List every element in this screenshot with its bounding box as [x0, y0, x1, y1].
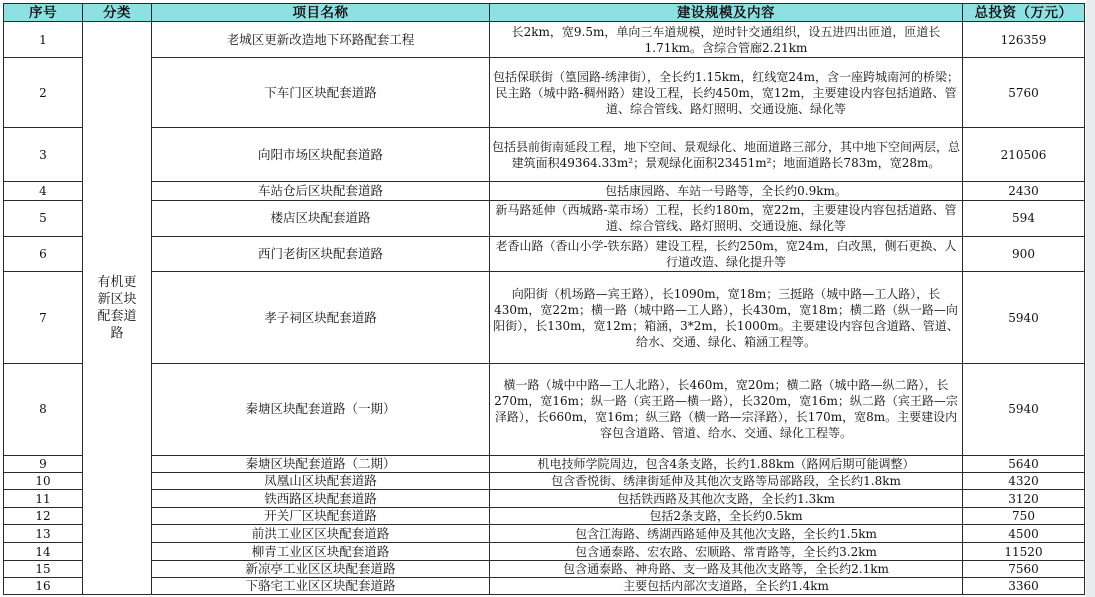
project-name: 西门老街区块配套道路 — [152, 236, 490, 271]
row-number: 16 — [4, 577, 83, 594]
row-number: 10 — [4, 472, 83, 489]
table-row — [4, 543, 1085, 560]
project-investment: 126359 — [963, 22, 1085, 58]
project-content: 长2km，宽9.5m，单向三车道规模，逆时针交通组织，设五进四出匝道，匝道长1.71km。含综合管廊2.21km — [490, 22, 963, 58]
category-cell: 有机更新区块配套道路 — [83, 22, 152, 595]
table-row — [4, 577, 1085, 594]
project-content: 包含江海路、绣湖西路延伸及其他次支路，全长约1.5km — [490, 525, 963, 543]
table-row — [4, 236, 1085, 271]
project-content: 新马路延伸（西城路-菜市场）工程，长约180m，宽22m，主要建设内容包括道路、管道、综合管线、路灯照明、交通设施、绿化等 — [490, 200, 963, 236]
row-number: 5 — [4, 200, 83, 236]
project-investment: 594 — [963, 200, 1085, 236]
project-name: 秦塘区块配套道路（二期） — [152, 455, 490, 472]
header-investment: 总投资（万元） — [963, 4, 1085, 22]
project-investment: 5640 — [963, 455, 1085, 472]
project-name: 凤凰山区块配套道路 — [152, 472, 490, 489]
project-content: 包含通泰路、宏农路、宏顺路、常青路等，全长约3.2km — [490, 543, 963, 560]
project-investment: 900 — [963, 236, 1085, 271]
page-edge — [1086, 0, 1095, 597]
project-name: 柳青工业区区块配套道路 — [152, 543, 490, 560]
project-name: 老城区更新改造地下环路配套工程 — [152, 22, 490, 58]
project-content: 包括康园路、车站一号路等，全长约0.9km。 — [490, 182, 963, 200]
table-row — [4, 182, 1085, 200]
project-investment: 210506 — [963, 127, 1085, 181]
project-name: 前洪工业区区块配套道路 — [152, 525, 490, 543]
table-row — [4, 455, 1085, 472]
project-investment: 5940 — [963, 363, 1085, 455]
row-number: 4 — [4, 182, 83, 200]
header-no: 序号 — [4, 4, 83, 22]
project-content: 包含通泰路、神舟路、支一路及其他次支路等，全长约2.1km — [490, 560, 963, 577]
header-scope: 建设规模及内容 — [490, 4, 963, 22]
table-row — [4, 200, 1085, 236]
project-name: 车站仓后区块配套道路 — [152, 182, 490, 200]
project-content: 机电技师学院周边，包含4条支路，长约1.88km（路网后期可能调整） — [490, 455, 963, 472]
project-name: 铁西路区块配套道路 — [152, 490, 490, 508]
project-content: 包括保联街（篁园路-绣津街），全长约1.15km，红线宽24m，含一座跨城南河的桥梁；民主路（城中路-稠州路）建设工程，长约450m，宽12m，主要建设内容包括道路、管道、综合管线、路灯照明、交通设施、绿化等 — [490, 58, 963, 128]
row-number: 14 — [4, 543, 83, 560]
table-row — [4, 525, 1085, 543]
table-row — [4, 472, 1085, 489]
project-name: 孝子祠区块配套道路 — [152, 272, 490, 364]
project-name: 新凉亭工业区区块配套道路 — [152, 560, 490, 577]
row-number: 15 — [4, 560, 83, 577]
project-content: 主要包括内部次支道路，全长约1.4km — [490, 577, 963, 594]
project-investment: 750 — [963, 508, 1085, 525]
table-row — [4, 58, 1085, 128]
row-number: 11 — [4, 490, 83, 508]
table-row — [4, 127, 1085, 181]
project-name: 下骆宅工业区区块配套道路 — [152, 577, 490, 594]
row-number: 12 — [4, 508, 83, 525]
header-category: 分类 — [83, 4, 152, 22]
header-project-name: 项目名称 — [152, 4, 490, 22]
project-investment: 5940 — [963, 272, 1085, 364]
project-content: 横一路（城中中路—工人北路），长460m，宽20m；横二路（城中路—纵二路），长270m，宽16m；纵一路（宾王路—横一路），长320m，宽16m；纵二路（宾王路—宗泽路），长660m，宽16m；纵三路（横一路—宗泽路），长170m，宽8m。主要建设内容包含道路、管道、给水、交通、绿化工程等。 — [490, 363, 963, 455]
project-name: 秦塘区块配套道路（一期） — [152, 363, 490, 455]
row-number: 8 — [4, 363, 83, 455]
row-number: 1 — [4, 22, 83, 58]
table-row — [4, 363, 1085, 455]
project-investment: 4320 — [963, 472, 1085, 489]
project-investment: 3120 — [963, 490, 1085, 508]
table-row — [4, 508, 1085, 525]
row-number: 7 — [4, 272, 83, 364]
project-content: 包括2条支路，全长约0.5km — [490, 508, 963, 525]
project-content: 包含香悦街、绣津街延伸及其他次支路等局部路段，全长约1.8km — [490, 472, 963, 489]
project-content: 向阳街（机场路—宾王路），长1090m，宽18m；三挺路（城中路—工人路），长430m，宽22m；横一路（城中路—工人路），长430m，宽18m；横二路（纵一路—向阳街），长130m，宽12m；箱涵，3*2m，长1000m。主要建设内容包含道路、管道、给水、交通、绿化、箱涵工程等。 — [490, 272, 963, 364]
header-row — [4, 4, 1085, 22]
row-number: 2 — [4, 58, 83, 128]
project-name: 向阳市场区块配套道路 — [152, 127, 490, 181]
project-content: 老香山路（香山小学-铁东路）建设工程，长约250m，宽24m，白改黑，侧石更换、人行道改造、绿化提升等 — [490, 236, 963, 271]
project-investment: 3360 — [963, 577, 1085, 594]
project-name: 开关厂区块配套道路 — [152, 508, 490, 525]
row-number: 3 — [4, 127, 83, 181]
table-row — [4, 22, 1085, 58]
project-name: 下车门区块配套道路 — [152, 58, 490, 128]
project-investment: 2430 — [963, 182, 1085, 200]
table-row — [4, 272, 1085, 364]
project-investment: 4500 — [963, 525, 1085, 543]
row-number: 9 — [4, 455, 83, 472]
project-investment: 7560 — [963, 560, 1085, 577]
project-investment: 5760 — [963, 58, 1085, 128]
project-investment: 11520 — [963, 543, 1085, 560]
row-number: 6 — [4, 236, 83, 271]
project-content: 包括铁西路及其他次支路，全长约1.3km — [490, 490, 963, 508]
table-row — [4, 560, 1085, 577]
project-content: 包括县前街南延段工程，地下空间、景观绿化、地面道路三部分，其中地下空间两层，总建筑面积49364.33m²；景观绿化面积23451m²；地面道路长783m，宽28m。 — [490, 127, 963, 181]
project-table — [3, 3, 1085, 595]
row-number: 13 — [4, 525, 83, 543]
project-name: 楼店区块配套道路 — [152, 200, 490, 236]
table-row — [4, 490, 1085, 508]
